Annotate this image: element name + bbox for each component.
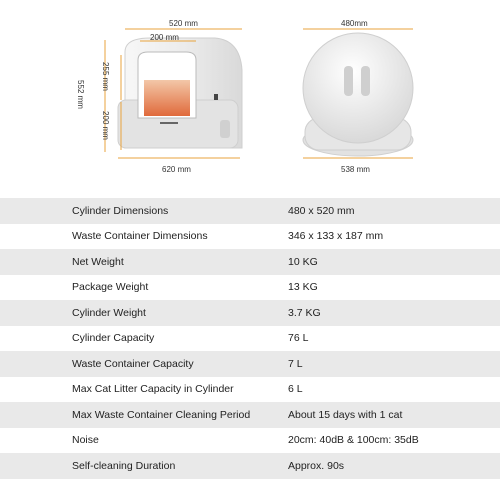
spec-row bbox=[0, 224, 500, 250]
front-width-label: 520 mm bbox=[169, 19, 198, 28]
spec-value: 13 KG bbox=[288, 281, 318, 294]
spec-label: Self-cleaning Duration bbox=[72, 459, 176, 472]
spec-row bbox=[0, 249, 500, 275]
spec-label: Cylinder Dimensions bbox=[72, 204, 169, 217]
spec-row bbox=[0, 377, 500, 403]
spec-row bbox=[0, 351, 500, 377]
spec-row bbox=[0, 402, 500, 428]
specifications-table bbox=[0, 198, 500, 479]
total-height-label: 552 mm bbox=[75, 80, 85, 109]
spec-label: Net Weight bbox=[72, 255, 124, 268]
spec-value: 7 L bbox=[288, 357, 303, 370]
spec-row bbox=[0, 453, 500, 479]
door-width-label: 200 mm bbox=[150, 33, 179, 42]
spec-label: Package Weight bbox=[72, 281, 149, 294]
base-width-label: 620 mm bbox=[162, 165, 191, 174]
spec-label: Max Waste Container Cleaning Period bbox=[72, 408, 251, 421]
front-view-product bbox=[118, 38, 242, 148]
spec-value: 6 L bbox=[288, 383, 303, 396]
spec-label: Cylinder Capacity bbox=[72, 332, 155, 345]
door-height-label: 255 mm bbox=[100, 62, 110, 91]
spec-value: Approx. 90s bbox=[288, 459, 345, 472]
spec-row bbox=[0, 275, 500, 301]
spec-row bbox=[0, 326, 500, 352]
lower-height-label: 200 mm bbox=[100, 111, 110, 140]
spec-value: 346 x 133 x 187 mm bbox=[288, 230, 384, 243]
spec-row bbox=[0, 300, 500, 326]
side-width-label: 480mm bbox=[341, 19, 368, 28]
spec-row bbox=[0, 428, 500, 454]
spec-value: 480 x 520 mm bbox=[288, 204, 355, 217]
spec-label: Cylinder Weight bbox=[72, 306, 146, 319]
product-dimension-figure bbox=[0, 0, 500, 190]
spec-label: Max Cat Litter Capacity in Cylinder bbox=[72, 383, 234, 396]
spec-label: Waste Container Dimensions bbox=[72, 230, 208, 243]
spec-row bbox=[0, 198, 500, 224]
side-view-product bbox=[303, 33, 413, 156]
spec-value: 76 L bbox=[288, 332, 309, 345]
spec-value: 10 KG bbox=[288, 255, 318, 268]
spec-label: Waste Container Capacity bbox=[72, 357, 194, 370]
spec-value: 3.7 KG bbox=[288, 306, 321, 319]
spec-label: Noise bbox=[72, 434, 99, 447]
side-base-width-label: 538 mm bbox=[341, 165, 370, 174]
spec-value: About 15 days with 1 cat bbox=[288, 408, 403, 421]
spec-value: 20cm: 40dB & 100cm: 35dB bbox=[288, 434, 419, 447]
